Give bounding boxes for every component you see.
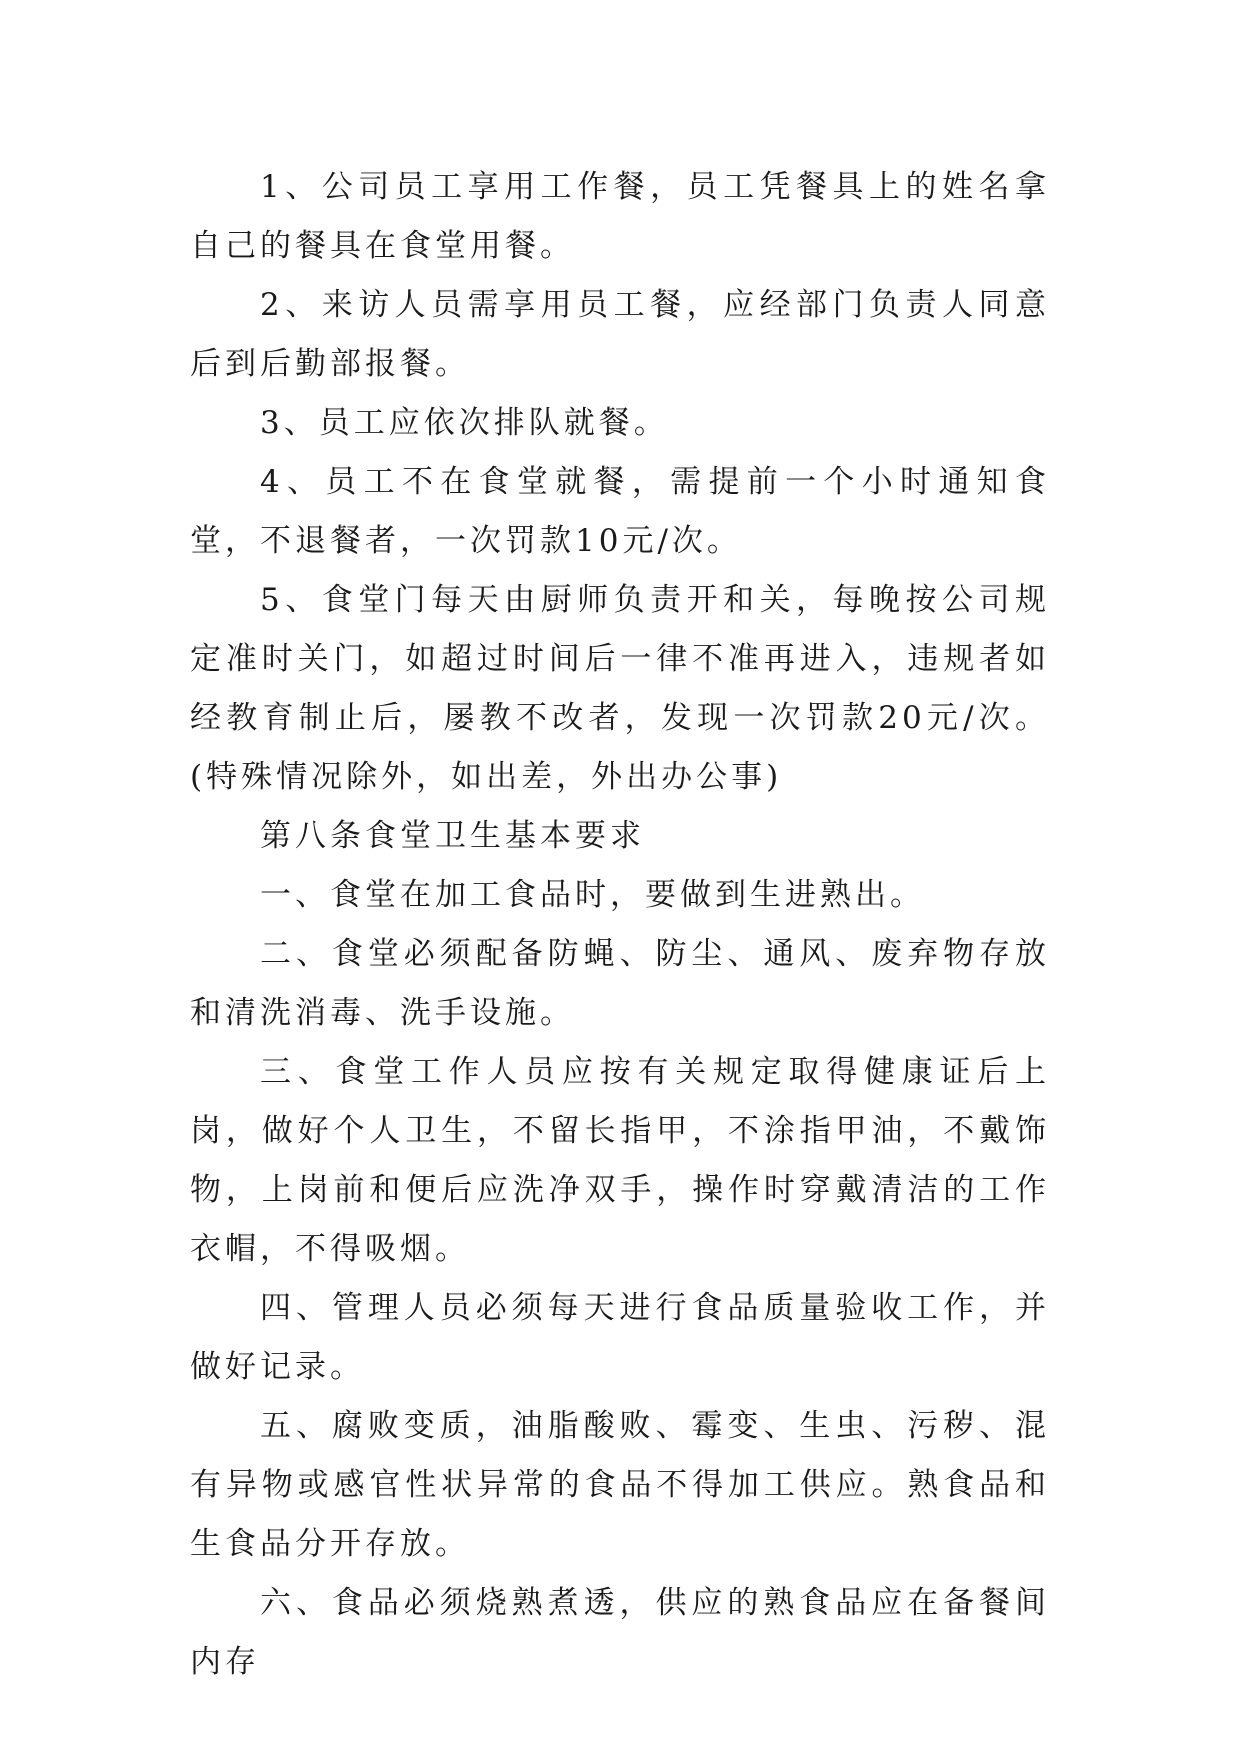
paragraph-rule-1: 1、公司员工享用工作餐，员工凭餐具上的姓名拿自己的餐具在食堂用餐。 [190,169,1050,264]
section-heading: 第八条食堂卫生基本要求 [260,818,645,854]
paragraph-hygiene-2: 二、食堂必须配备防蝇、防尘、通风、废弃物存放和清洗消毒、洗手设施。 [190,936,1050,1031]
paragraph-hygiene-4: 四、管理人员必须每天进行食品质量验收工作，并做好记录。 [190,1290,1050,1385]
paragraph-hygiene-5: 五、腐败变质，油脂酸败、霉变、生虫、污秽、混有异物或感官性状异常的食品不得加工供应。熟食品和生食品分开存放。 [190,1408,1050,1562]
paragraph-rule-5: 5、食堂门每天由厨师负责开和关，每晚按公司规定准时关门，如超过时间后一律不准再进入，违规者如经教育制止后，屡教不改者，发现一次罚款20元/次。(特殊情况除外，如出差，外出办公事) [190,582,1050,795]
paragraph-hygiene-6: 六、食品必须烧熟煮透，供应的熟食品应在备餐间内存 [190,1585,1050,1680]
paragraph-hygiene-3: 三、食堂工作人员应按有关规定取得健康证后上岗，做好个人卫生，不留长指甲，不涂指甲油，不戴饰物，上岗前和便后应洗净双手，操作时穿戴清洁的工作衣帽，不得吸烟。 [190,1054,1050,1267]
paragraph-rule-3: 3、员工应依次排队就餐。 [260,405,669,441]
document-body [190,158,1050,1692]
paragraph-hygiene-1: 一、食堂在加工食品时，要做到生进熟出。 [260,877,925,913]
paragraph-rule-2: 2、来访人员需享用员工餐，应经部门负责人同意后到后勤部报餐。 [190,287,1050,382]
paragraph-rule-4: 4、员工不在食堂就餐，需提前一个小时通知食堂，不退餐者，一次罚款10元/次。 [190,464,1050,559]
